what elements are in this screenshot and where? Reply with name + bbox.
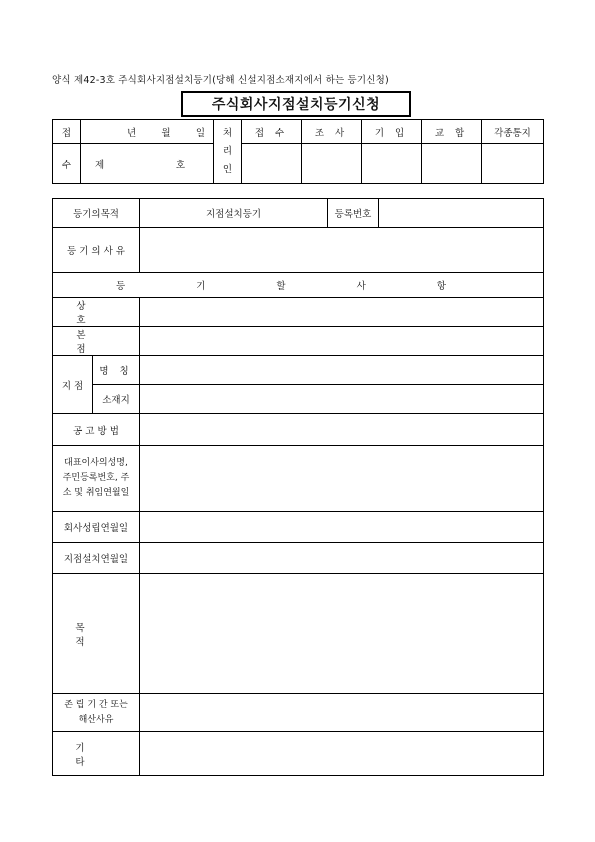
processor-char-1: 처 [222,127,233,139]
representative-label [53,446,140,512]
form-title: 주식회사지점설치등기신청 [181,91,411,117]
col-review: 조 사 [302,120,362,144]
duration-field[interactable] [140,694,544,732]
objective-label: 목 적 [53,574,140,694]
reception-label-bottom: 수 [53,144,81,184]
notice-method-field[interactable] [140,414,544,446]
reception-table [52,119,544,184]
entry-cell[interactable] [362,144,422,184]
processor-char-3: 인 [222,163,233,175]
head-office-field[interactable] [140,327,544,356]
representative-field[interactable] [140,446,544,512]
duration-label-line-2: 해산사유 [78,714,114,725]
reason-field[interactable] [140,228,544,273]
section-header: 등 기 할 사 항 [53,273,544,298]
notices-cell[interactable] [482,144,544,184]
branch-name-label: 명 칭 [93,356,140,385]
day-label: 일 [195,127,205,139]
representative-label-line-1: 대표이사의성명, [64,458,128,468]
other-label: 기 타 [53,732,140,776]
col-notices: 각종통지 [482,120,544,144]
notice-method-label: 공 고 방 법 [53,414,140,446]
processor-char-2: 리 [222,145,233,157]
representative-label-line-3: 소 및 취임연월일 [62,488,130,498]
receipt-cell[interactable] [242,144,302,184]
purpose-label: 등기의목적 [53,199,140,228]
col-entry: 기 입 [362,120,422,144]
reason-label: 등 기 의 사 유 [53,228,140,273]
branch-label: 지 점 [53,356,93,414]
representative-label-line-2: 주민등록번호, 주 [62,473,130,483]
objective-field[interactable] [140,574,544,694]
duration-label [53,694,140,732]
head-office-label: 본 점 [53,327,140,356]
incorporation-date-label: 회사성립연월일 [53,512,140,543]
year-label: 년 [127,127,137,139]
month-label: 월 [161,127,171,139]
number-suffix: 호 [175,159,185,171]
reception-label-top: 접 [53,120,81,144]
number-prefix: 제 [95,159,105,171]
branch-name-field[interactable] [140,356,544,385]
application-table [52,198,544,776]
review-cell[interactable] [302,144,362,184]
trade-name-label: 상 호 [53,298,140,327]
form-caption: 양식 제42-3호 주식회사지점설치등기(당해 신설지점소재지에서 하는 등기신청) [52,75,389,86]
branch-date-field[interactable] [140,543,544,574]
branch-location-label: 소재지 [93,385,140,414]
incorporation-date-field[interactable] [140,512,544,543]
other-field[interactable] [140,732,544,776]
trade-name-field[interactable] [140,298,544,327]
reception-date[interactable] [81,120,214,144]
branch-location-field[interactable] [140,385,544,414]
purpose-value[interactable]: 지점설치등기 [140,199,328,228]
duration-label-line-1: 존 립 기 간 또는 [64,699,128,710]
check-cell[interactable] [422,144,482,184]
branch-date-label: 지점설치연월일 [53,543,140,574]
col-check: 교 합 [422,120,482,144]
col-receipt: 접 수 [242,120,302,144]
reception-number[interactable] [81,144,214,184]
reg-no-field[interactable] [379,199,544,228]
reg-no-label: 등록번호 [328,199,379,228]
processor-label [214,120,242,184]
